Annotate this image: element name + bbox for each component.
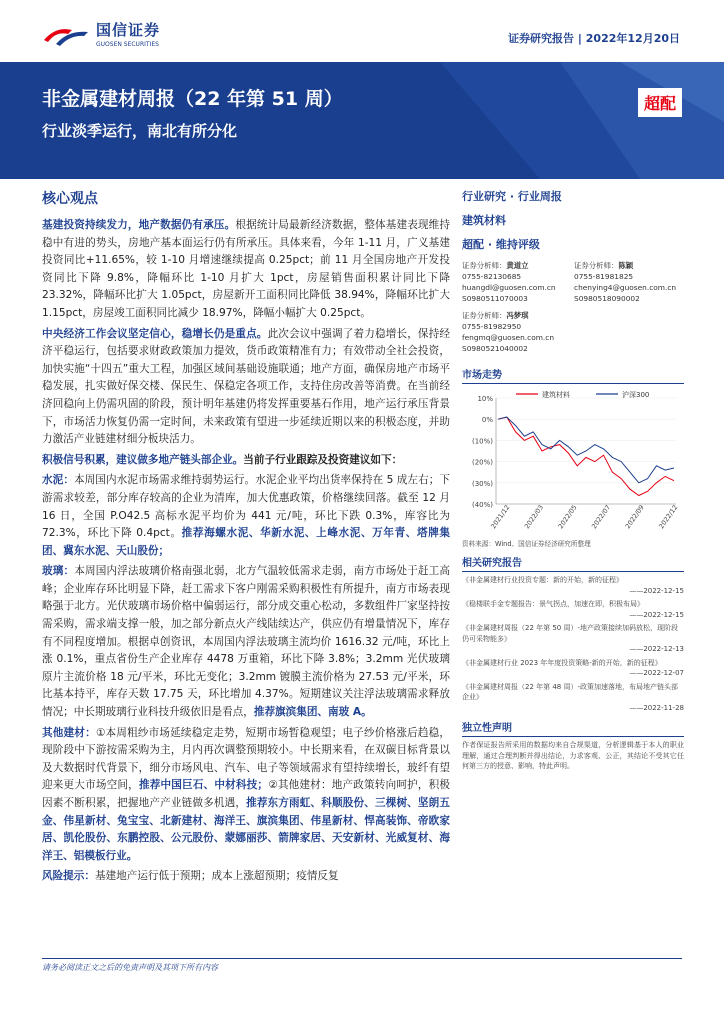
- analyst-card: [462, 260, 572, 304]
- y-tick-label: (20%): [471, 458, 493, 467]
- analyst-phone: 0755-81982950: [462, 322, 522, 331]
- analyst-phone: 0755-81981825: [574, 272, 634, 281]
- risk-label: 风险提示：: [42, 870, 95, 883]
- analyst-phone: 0755-82130685: [462, 272, 522, 281]
- independence-title: 独立性声明: [462, 719, 684, 737]
- paragraph-signals: [42, 452, 450, 470]
- report-title: 非金属建材周报（22 年第 51 周）: [42, 88, 343, 110]
- glass-recommendation: 推荐旗滨集团、南玻 A。: [253, 706, 372, 719]
- analyst-role: 证券分析师：: [574, 261, 619, 270]
- chart-source: 资料来源：Wind、国信证券经济研究所整理: [462, 540, 591, 548]
- core-views-section: [42, 188, 450, 889]
- related-report-title: 《非金属建材周报（22 年第 48 周）-政策加速落地，布局地产链头部企业》: [462, 682, 679, 701]
- analyst-cert: S0980521040002: [462, 344, 528, 353]
- guosen-logo-icon: [42, 18, 92, 48]
- title-banner: [0, 62, 724, 179]
- lead-signals: 积极信号积累，建议做多地产链头部企业。: [42, 453, 244, 466]
- related-report-title: 《稳楼联手金专题报告：景气拐点，加速在即，积极布局》: [462, 600, 644, 608]
- logo-name-cn: 国信证券: [96, 20, 161, 39]
- market-trend-title: 市场走势: [462, 366, 684, 384]
- related-reports-list: [462, 575, 684, 713]
- legend-label: 建筑材料: [542, 391, 570, 399]
- industry-name: 建筑材料: [462, 214, 506, 227]
- report-meta: [508, 30, 680, 46]
- y-tick-label: (30%): [471, 479, 493, 488]
- market-trend-chart: [462, 386, 684, 536]
- related-report[interactable]: [462, 623, 684, 655]
- body-infrastructure: 根据统计局最新经济数据，整体基建表现维持稳中有进的势头，房地产基本面运行仍有所承压。具体来看，今年 1-11 月，广义基建投资同比+11.65%，较 1-10 月增速继续提高 0.25pct；前 11 月全国房地产开发投资同比下降 9.8%，降幅环比 1-10 月扩大 1pct，房屋销售面积累计同比下降 23.32%，降幅环比扩大 1.05pct，房屋新开工面积同比降低 38.94%，降幅环比扩大 1.15pct，房屋竣工面积同比减少 18.97%，降幅小幅扩大 0.25pct。: [42, 219, 451, 319]
- legend-label: 沪深300: [622, 391, 650, 399]
- report-date: 2022年12月20日: [585, 32, 680, 45]
- related-report-title: 《非金属建材行业 2023 年年度投资策略-新的开始，新的征程》: [462, 658, 662, 667]
- paragraph-cement: [42, 472, 450, 560]
- other-recommendation-2: 推荐东方雨虹、科顺股份、三棵树、坚朗五金、伟星新材、兔宝宝、北新建材、海洋王、旗滨集团、伟星新材、悍高装饰、帝欧家居、凯伦股份、东鹏控股、公元股份、蒙娜丽莎、箭牌家居、天安新材、光威复材、海洋王、铝模板行业。: [42, 797, 451, 862]
- y-tick-label: 0%: [481, 416, 493, 425]
- lead-policy: 中央经济工作会议坚定信心，稳增长仍是重点。: [42, 327, 268, 340]
- meta-divider: |: [577, 32, 586, 45]
- independence-statement: 作者保证报告所采用的数据均来自合规渠道，分析逻辑基于本人的职业理解，通过合理判断并得出结论，力求客观、公正，其结论不受其它任何第三方的授意、影响，特此声明。: [462, 741, 684, 770]
- analyst-email[interactable]: fengmq@guosen.com.cn: [462, 333, 555, 342]
- related-report-date: ——2022-12-07: [629, 669, 684, 677]
- glass-label: 玻璃：: [42, 565, 75, 578]
- analyst-list: [462, 260, 684, 360]
- related-report-title: 《非金属建材行业投资专题：新的开始，新的征程》: [462, 576, 623, 584]
- footer-disclaimer[interactable]: 请务必阅读正文之后的免责声明及其项下所有内容: [42, 963, 218, 972]
- related-report[interactable]: [462, 575, 684, 596]
- analyst-email[interactable]: chenying4@guosen.com.cn: [574, 283, 677, 292]
- other-recommendation-1: 推荐中国巨石、中材科技；: [138, 779, 269, 792]
- related-reports-title: 相关研究报告: [462, 554, 684, 572]
- paragraph-infrastructure: [42, 217, 450, 323]
- x-tick-label: 2021/12: [489, 503, 512, 531]
- y-tick-label: (10%): [471, 437, 493, 446]
- x-tick-label: 2022/05: [556, 503, 579, 531]
- other-label: 其他建材：: [42, 726, 96, 739]
- x-tick-label: 2022/07: [590, 503, 613, 531]
- series-line-building-materials: [498, 417, 674, 495]
- analyst-cert: S0980511070003: [462, 294, 528, 303]
- analyst-name: 黄道立: [506, 261, 529, 270]
- analyst-cert: S0980518090002: [574, 294, 640, 303]
- analyst-card: [574, 260, 684, 304]
- cement-body: 本周国内水泥市场需求维持弱势运行。水泥企业平均出货率保持在 5 成左右；下游需求较差，部分库存较高的企业为清库，加大优惠政策，价格继续回落。截至 12 月 16 日，全国 P.O42.5 高标水泥平均价为 441 元/吨，环比下跌 0.3%，库容比为 72.3%，环比下降 0.4pct。: [42, 474, 450, 540]
- glass-body: 本周国内浮法玻璃价格南强北弱，北方气温较低需求走弱，南方市场处于赶工高峰；企业库存环比明显下降，赶工需求下客户刚需采购积极性有所提升，南方市场表现略强于北方。光伏玻璃市场价格中偏弱运行，部分成交重心松动，多数组件厂家坚持按需采购，需求端支撑一般，加之部分新点火产线陆续达产，供应仍有增量情况下，库存有不同程度增加。根据卓创资讯，本周国内浮法玻璃主流均价 1616.32 元/吨，环比上涨 0.1%，重点省份生产企业库存 4478 万重箱，环比下降 3.8%；3.2mm 光伏玻璃原片主流价格 18 元/平米，环比无变化；3.2mm 镀膜主流价格为 27.53 元/平米，环比基本持平，库存天数 17.75 天，环比增加 4.37%。短期建议关注浮法玻璃需求释放情况；中长期玻璃行业科技升级依旧是看点，: [42, 565, 451, 719]
- analyst-name: 冯梦琪: [506, 311, 529, 320]
- sidebar: [462, 188, 684, 772]
- logo-name-en: GUOSEN SECURITIES: [96, 40, 159, 48]
- related-report[interactable]: [462, 682, 684, 714]
- core-title: 核心观点: [42, 191, 98, 207]
- related-report-date: ——2022-12-13: [629, 645, 684, 653]
- paragraph-glass: [42, 563, 450, 721]
- body-policy: 此次会议中强调了着力稳增长，保持经济平稳运行，包括要求财政政策加力提效，货币政策精准有力；有效带动全社会投资，加快实施“十四五”重大工程，加强区域间基础设施联通；地产方面，确保房地产市场平稳发展，扎实做好保交楼、保民生、保稳定各项工作，支持住房改善等消费。在当前经济回稳向上仍需巩固的阶段，预计明年基建仍将发挥重要基石作用，地产运行承压背景下，市场活力恢复仍需一定时间，未来政策有望进一步延续近期以来的积极态度，并助力激活产业链建材细分板块活力。: [42, 327, 451, 446]
- related-report[interactable]: [462, 658, 684, 679]
- paragraph-other: [42, 725, 450, 866]
- series-line-csi300: [498, 417, 674, 483]
- other-body-2: ②其他建材：地产政策转向呵护，积极因素不断积累，把握地产产业链做多机遇，: [42, 779, 451, 809]
- lead-infrastructure: 基建投资持续发力，地产数据仍有承压。: [42, 219, 236, 231]
- x-tick-label: 2022/09: [623, 503, 646, 531]
- report-type: 证券研究报告: [508, 32, 575, 45]
- company-logo: [42, 18, 160, 48]
- paragraph-risk: [42, 868, 450, 886]
- body-signals: 当前子行业跟踪及投资建议如下：: [243, 453, 403, 466]
- paragraph-policy: [42, 326, 450, 449]
- rating-badge: 超配: [638, 88, 682, 117]
- analyst-name: 陈颖: [618, 261, 634, 270]
- x-tick-label: 2022/12: [657, 503, 680, 531]
- page-header: [0, 0, 724, 62]
- risk-body: 基建地产运行低于预期；成本上涨超预期；疫情反复: [94, 870, 339, 883]
- industry-research-label: 行业研究 · 行业周报: [462, 190, 562, 203]
- trend-chart-svg: [462, 386, 684, 536]
- analyst-role: 证券分析师：: [462, 261, 507, 270]
- industry-rating: 超配 · 维持评级: [462, 238, 540, 251]
- related-report[interactable]: [462, 599, 684, 620]
- other-body: ①本周粗纱市场延续稳定走势，短期市场暂稳观望；电子纱价格涨后趋稳，现阶段中下游按需采购为主，月内再次调整预期较小。中长期来看，在双碳目标背景以及大数据时代背景下，细分市场风电、汽车、电子等领域需求有望持续增长，玻纤有望迎来更大市场空间，: [42, 726, 451, 792]
- related-report-date: ——2022-12-15: [629, 586, 684, 595]
- x-tick-label: 2022/03: [522, 503, 545, 531]
- related-report-date: ——2022-12-15: [629, 610, 684, 619]
- y-tick-label: 10%: [477, 395, 493, 403]
- related-report-date: ——2022-11-28: [629, 703, 684, 712]
- analyst-card: [462, 310, 572, 354]
- cement-label: 水泥：: [42, 474, 74, 487]
- analyst-email[interactable]: huangdl@guosen.com.cn: [462, 283, 556, 292]
- y-tick-label: (40%): [471, 501, 493, 509]
- cement-recommendation: 推荐海螺水泥、华新水泥、上峰水泥、万年青、塔牌集团、冀东水泥、天山股份；: [42, 527, 450, 557]
- analyst-role: 证券分析师：: [462, 311, 507, 320]
- related-report-title: 《非金属建材周报（22 年第 50 周）-地产政策接续加码放松，现阶段仍可采物能多》: [462, 624, 679, 643]
- report-subtitle: 行业淡季运行，南北有所分化: [42, 122, 238, 140]
- footer-divider: [42, 958, 682, 959]
